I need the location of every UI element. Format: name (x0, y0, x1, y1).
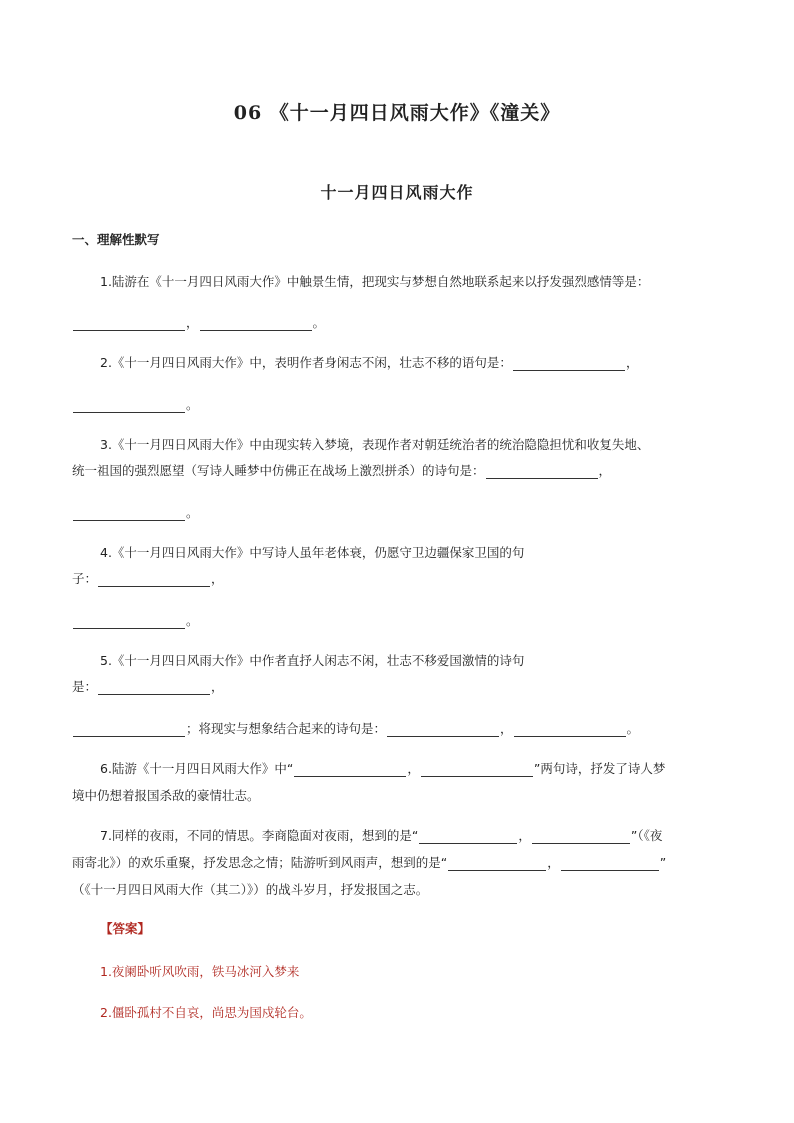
question-6-text-2: 境中仍想着报国杀敌的豪情壮志。 (72, 788, 260, 803)
question-3-text-2: 统一祖国的强烈愿望（写诗人睡梦中仿佛正在战场上激烈拼杀）的诗句是： ， (72, 463, 612, 478)
answer-blank[interactable] (73, 614, 185, 629)
answer-blank[interactable] (73, 316, 185, 331)
question-3-blanks: 。 (72, 503, 732, 521)
answer-heading: 【答案】 (100, 921, 151, 936)
poem-title: 十一月四日风雨大作 (320, 183, 474, 202)
question-7-text-3: （《十一月四日风雨大作（其二）》）的战斗岁月，抒发报国之志。 (72, 882, 429, 897)
answer-blank[interactable] (200, 316, 312, 331)
answer-blank[interactable] (421, 762, 533, 777)
answer-blank[interactable] (513, 356, 625, 371)
section-heading: 一、理解性默写 (72, 232, 160, 247)
answer-blank[interactable] (561, 856, 659, 871)
answer-blank[interactable] (532, 829, 630, 844)
answer-blank[interactable] (514, 722, 626, 737)
answer-blank[interactable] (419, 829, 517, 844)
answer-blank[interactable] (73, 398, 185, 413)
answer-blank[interactable] (294, 762, 406, 777)
answer-blank[interactable] (448, 856, 546, 871)
question-5-blanks: ；将现实与想象结合起来的诗句是： ， 。 (72, 719, 732, 737)
question-2-blanks: 。 (72, 395, 732, 413)
question-1-text: 1.陆游在《十一月四日风雨大作》中触景生情，把现实与梦想自然地联系起来以抒发强烈感情等是： (100, 274, 650, 289)
answer-2: 2.僵卧孤村不自哀，尚思为国戍轮台。 (100, 1005, 312, 1020)
question-3-text: 3.《十一月四日风雨大作》中由现实转入梦境，表现作者对朝廷统治者的统治隐隐担忧和收复失地、 (100, 437, 650, 452)
question-7-text: 7.同样的夜雨，不同的情思。李商隐面对夜雨，想到的是“ ， ”（《夜 (100, 828, 663, 843)
question-4-blanks: 。 (72, 611, 732, 629)
question-1-blanks: ， 。 (72, 313, 732, 331)
answer-blank[interactable] (73, 506, 185, 521)
document-title: 06 《十一月四日风雨大作》《潼关》 (233, 102, 561, 124)
answer-blank[interactable] (486, 464, 598, 479)
answer-blank[interactable] (387, 722, 499, 737)
answer-1: 1.夜阑卧听风吹雨，铁马冰河入梦来 (100, 964, 300, 979)
question-4-text-2: 子： ， (72, 571, 224, 586)
answer-blank[interactable] (98, 680, 210, 695)
question-2-text: 2.《十一月四日风雨大作》中，表明作者身闲志不闲，壮志不移的语句是： ， (100, 355, 639, 370)
question-5-text-2: 是： ， (72, 679, 224, 694)
question-4-text: 4.《十一月四日风雨大作》中写诗人虽年老体衰，仍愿守卫边疆保家卫国的句 (100, 545, 525, 560)
question-5-text: 5.《十一月四日风雨大作》中作者直抒人闲志不闲，壮志不移爱国激情的诗句 (100, 653, 525, 668)
question-7-text-2: 雨寄北》）的欢乐重聚，抒发思念之情；陆游听到风雨声，想到的是“ ， ” (72, 855, 667, 870)
answer-blank[interactable] (73, 722, 185, 737)
answer-blank[interactable] (98, 572, 210, 587)
question-6-text: 6.陆游《十一月四日风雨大作》中“ ， ”两句诗，抒发了诗人梦 (100, 761, 666, 776)
